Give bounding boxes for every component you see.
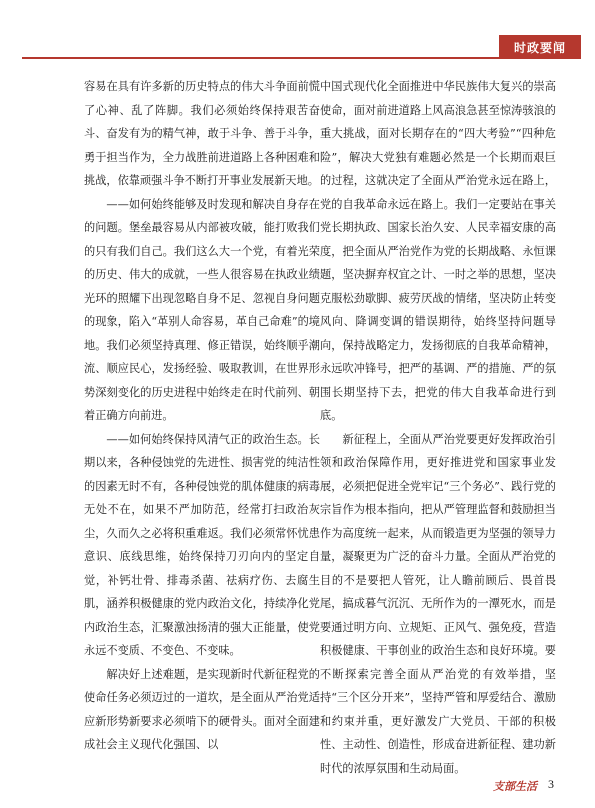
paragraph: 中国式现代化全面推进中华民族伟大复兴的崇高使命，面对前进道路上风高浪急甚至惊涛骇浪的重大挑战，面对长期存在的“四大考验”“四种危险”，解决大党独有难题必然是一个长期而艰巨的过程，这就决定了全面从严治党永远在路上，党的自我革命永远在路上。我们一定要站在事关党长期执政、国家长治久安、人民幸福安康的高度，把全面从严治党作为党的长期战略、永恒课题，坚决摒弃权宜之计、一时之举的思想，坚决克服松劲歇脚、疲劳厌战的情绪，坚决防止转变风向、降调变调的错误期待，始终坚持问题导向，保持战略定力，发扬彻底的自我革命精神，永远吹冲锋号，把严的基调、严的措施、严的氛围长期坚持下去，把党的伟大自我革命进行到底。 <box>320 80 556 422</box>
paragraph: 容易在具有许多新的历史特点的伟大斗争面前慌了心神、乱了阵脚。我们必须始终保持艰苦奋斗、奋发有为的精气神，敢于斗争、善于斗争，勇于担当作为，全力战胜前进道路上各种困难和挑战，依靠顽强斗争不断打开事业发展新天地。 <box>84 80 320 187</box>
section-label: 时政要闻 <box>499 35 581 59</box>
left-column <box>84 75 320 757</box>
paragraph: ——如何始终保持风清气正的政治生态。长期以来，各种侵蚀党的先进性、损害党的纯洁性的因素无时不有，各种侵蚀党的肌体健康的病毒无处不在，如果不严加防范，经常打扫政治灰尘，久而久之必将积重难返。我们必须常怀忧患意识、底线思维，始终保持刀刃向内的坚定自觉，补钙壮骨、排毒杀菌、祛病疗伤、去腐生肌，涵养积极健康的党内政治文化，持续净化党内政治生态，汇聚激浊扬清的强大正能量，使党永远不变质、不变色、不变味。 <box>84 432 320 657</box>
magazine-logo: 支部生活 <box>493 780 537 793</box>
paragraph: ——如何始终能够及时发现和解决自身存在的问题。堡垒最容易从内部被攻破，能打败我们的只有我们自己。我们这么大一个党，有着光荣的历史、伟大的成就，一些人很容易在执政业绩光环的照耀下出现忽略自身不足、忽视自身问题的现象，陷入“革别人命容易，革自己命难”的境地。我们必须坚持真理、修正错误，始终顺乎潮流、顺应民心，发扬经验、吸取教训，在世界形势深刻变化的历史进程中始终走在时代前列、朝着正确方向前进。 <box>84 197 320 422</box>
page-number: 3 <box>548 777 554 791</box>
header-rule <box>22 57 578 59</box>
paragraph: 新征程上，全面从严治党要更好发挥政治引领和政治保障作用，更好推进党和国家事业发展，必须把促进全党牢记“三个务必”、践行党的宗旨作为根本指向，把从严管理监督和鼓励担当作为高度统一起来，从而锻造更为坚强的领导力量，凝聚更为广泛的奋斗力量。全面从严治党的目的不是要把人管死，让人瞻前顾后、畏首畏尾，搞成暮气沉沉、无所作为的一潭死水，而是要通过明方向、立规矩、正风气、强免疫，营造积极健康、干事创业的政治生态和良好环境。要不断探索完善全面从严治党的有效举措，坚持“三个区分开来”，坚持严管和厚爱结合、激励和约束并重，更好激发广大党员、干部的积极性、主动性、创造性，形成奋进新征程、建功新时代的浓厚氛围和生动局面。 <box>320 432 556 775</box>
right-column <box>320 75 556 780</box>
paragraph: 解决好上述难题，是实现新时代新征程党的使命任务必须迈过的一道坎，是全面从严治党适应新形势新要求必须啃下的硬骨头。面对全面建成社会主义现代化强国、以 <box>84 667 320 751</box>
